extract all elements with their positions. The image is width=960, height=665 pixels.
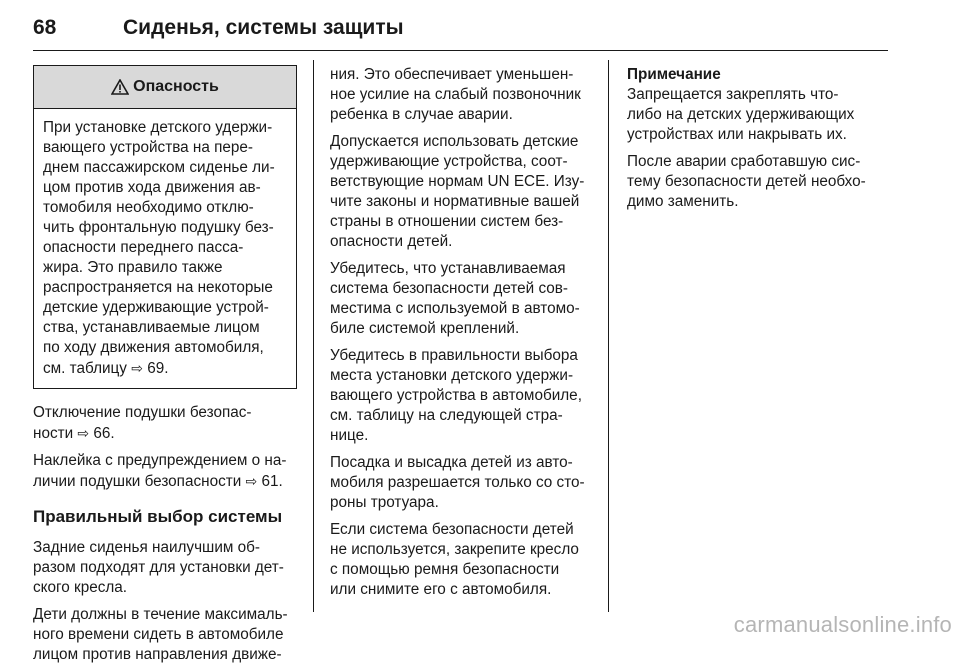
text-line: устройствах или накрывать их. xyxy=(627,126,847,143)
chapter-title: Сиденья, системы защиты xyxy=(123,16,404,39)
paragraph xyxy=(330,346,593,446)
column-2 xyxy=(330,65,593,600)
text-line: ства, устанавливаемые лицом xyxy=(43,319,260,336)
text-line: жира. Это правило также xyxy=(43,259,223,276)
text-line: томобиля необходимо отклю- xyxy=(43,199,254,216)
text-line xyxy=(33,471,297,492)
text-line: нице. xyxy=(330,427,369,444)
text-line xyxy=(43,358,287,379)
text-line: страны в отношении систем без- xyxy=(330,213,564,230)
text-line: чите законы и нормативные вашей xyxy=(330,193,580,210)
text-line: либо на детских удерживающих xyxy=(627,106,855,123)
column-divider xyxy=(608,60,609,612)
paragraph xyxy=(330,65,593,125)
text-line: Убедитесь в правильности выбора xyxy=(330,347,578,364)
text-line: ветствующие нормам UN ECE. Изу- xyxy=(330,173,585,190)
text-line: местима с используемой в автомо- xyxy=(330,300,580,317)
paragraph xyxy=(330,520,593,600)
text-line: чить фронтальную подушку без- xyxy=(43,219,274,236)
text-line: места установки детского удержи- xyxy=(330,367,574,384)
text-line: тему безопасности детей необхо- xyxy=(627,173,866,190)
section-heading: Правильный выбор системы xyxy=(33,507,283,526)
text-line: Убедитесь, что устанавливаемая xyxy=(330,260,566,277)
column-3 xyxy=(627,65,888,212)
text-line: мобиля разрешается только со сто- xyxy=(330,474,585,491)
text-line: ния. Это обеспечивает уменьшен- xyxy=(330,66,574,83)
paragraph xyxy=(330,259,593,339)
warning-triangle-icon xyxy=(111,79,129,95)
danger-title: Опасность xyxy=(133,78,219,95)
text-line: вающего устройства в автомобиле, xyxy=(330,387,582,404)
text-fragment: ности xyxy=(33,425,78,442)
text-line: днем пассажирском сиденье ли- xyxy=(43,159,275,176)
column-1 xyxy=(33,65,297,665)
text-line: Наклейка с предупреждением о на- xyxy=(33,452,287,469)
text-line: Задние сиденья наилучшим об- xyxy=(33,539,260,556)
text-line: вающего устройства на пере- xyxy=(43,139,254,156)
page-number: 68 xyxy=(33,16,57,39)
danger-header xyxy=(34,66,296,109)
danger-text xyxy=(34,109,296,388)
paragraph xyxy=(627,152,888,212)
page-ref-arrow-icon: ⇨ xyxy=(131,360,143,376)
note-heading: Примечание xyxy=(627,66,721,83)
paragraph xyxy=(33,403,297,444)
text-line: биле системой креплений. xyxy=(330,320,520,337)
column-divider xyxy=(313,60,314,612)
text-line: система безопасности детей сов- xyxy=(330,280,569,297)
text-line: Допускается использовать детские xyxy=(330,133,579,150)
text-line: ного времени сидеть в автомобиле xyxy=(33,626,284,643)
text-line: ребенка в случае аварии. xyxy=(330,106,513,123)
paragraph xyxy=(627,85,888,145)
paragraph xyxy=(330,453,593,513)
text-line: Дети должны в течение максималь- xyxy=(33,606,288,623)
page-ref-link[interactable]: 61. xyxy=(261,473,283,490)
text-line: димо заменить. xyxy=(627,193,739,210)
text-line: лицом против направления движе- xyxy=(33,646,282,663)
watermark: carmanualsonline.info xyxy=(733,612,952,637)
page-header xyxy=(33,8,888,51)
text-fragment: личии подушки безопасности xyxy=(33,473,246,490)
text-line: с помощью ремня безопасности xyxy=(330,561,560,578)
text-line: После аварии сработавшую сис- xyxy=(627,153,861,170)
page-ref-link[interactable]: 69. xyxy=(147,360,169,377)
text-line: по ходу движения автомобиля, xyxy=(43,339,264,356)
text-line: Если система безопасности детей xyxy=(330,521,574,538)
text-line: не используется, закрепите кресло xyxy=(330,541,579,558)
text-line: детские удерживающие устрой- xyxy=(43,299,269,316)
text-line xyxy=(33,423,297,444)
danger-box xyxy=(33,65,297,389)
text-line: распространяется на некоторые xyxy=(43,279,273,296)
paragraph xyxy=(33,451,297,492)
page-ref-arrow-icon: ⇨ xyxy=(77,425,90,441)
text-line: При установке детского удержи- xyxy=(43,119,273,136)
text-line: см. таблицу на следующей стра- xyxy=(330,407,563,424)
text-line: опасности переднего пасса- xyxy=(43,239,244,256)
text-line: роны тротуара. xyxy=(330,494,439,511)
text-line: ского кресла. xyxy=(33,579,128,596)
text-line: опасности детей. xyxy=(330,233,453,250)
text-line: Отключение подушки безопас- xyxy=(33,404,252,421)
page-ref-arrow-icon: ⇨ xyxy=(245,473,258,489)
text-line: Запрещается закреплять что- xyxy=(627,86,839,103)
text-line: удерживающие устройства, соот- xyxy=(330,153,568,170)
text-line: ное усилие на слабый позвоночник xyxy=(330,86,581,103)
text-line: или снимите его с автомобиля. xyxy=(330,581,552,598)
paragraph xyxy=(33,538,297,598)
text-fragment: см. таблицу xyxy=(43,360,132,377)
paragraph xyxy=(330,132,593,252)
text-line: разом подходят для установки дет- xyxy=(33,559,284,576)
text-line: Посадка и высадка детей из авто- xyxy=(330,454,573,471)
page-ref-link[interactable]: 66. xyxy=(93,425,115,442)
paragraph xyxy=(33,605,297,665)
text-line: цом против хода движения ав- xyxy=(43,179,261,196)
